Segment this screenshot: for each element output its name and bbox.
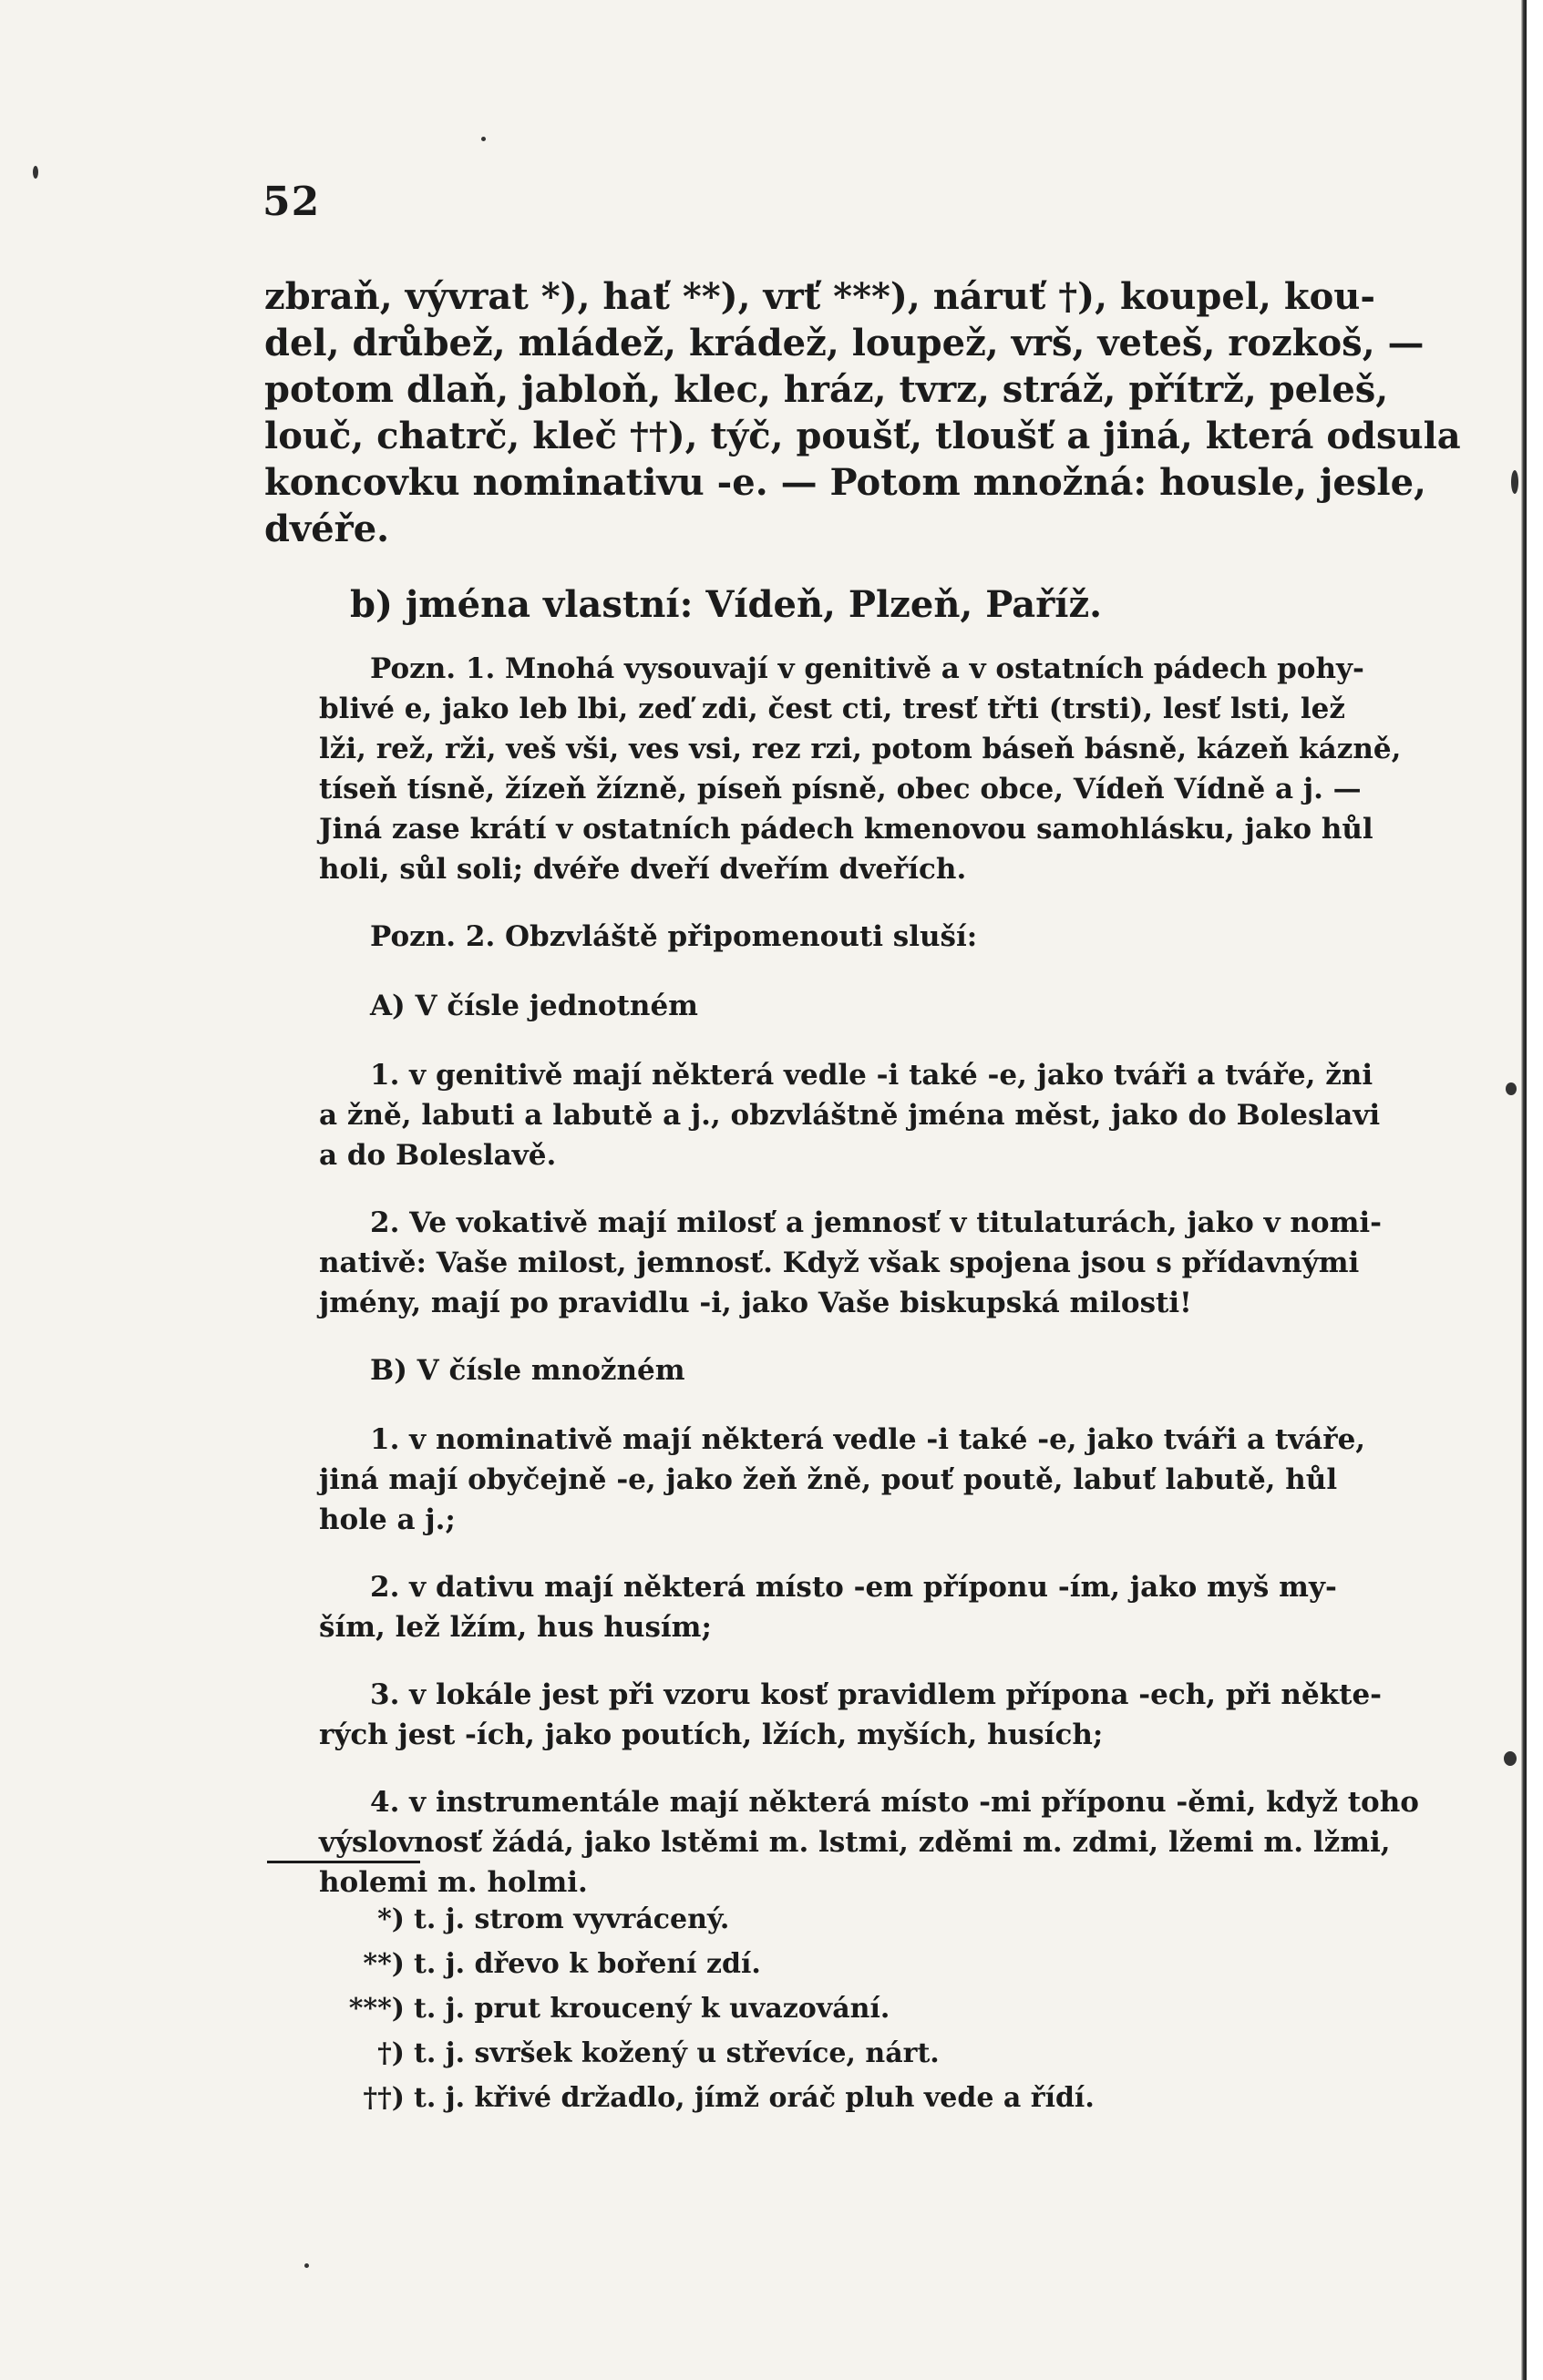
footnote-text: t. j. prut kroucený k uvazování. (414, 1993, 890, 2025)
text-line: jmény, mají po pravidlu -i, jako Vaše biskupská milosti! (319, 1287, 1192, 1319)
text-line: nativě: Vaše milost, jemnosť. Když však spojena jsou s přídavnými (319, 1246, 1360, 1279)
footnote (328, 2031, 1095, 2076)
paper-speck (481, 137, 486, 141)
footnote-mark: †) (377, 2037, 405, 2069)
text-line: a do Boleslavě. (319, 1139, 557, 1172)
rule-b2 (319, 1567, 1337, 1647)
rule-a1 (319, 1055, 1381, 1175)
text-line: potom dlaň, jabloň, klec, hráz, tvrz, stráž, přítrž, peleš, (264, 368, 1389, 411)
note-2-title: Pozn. 2. Obzvláště připomenouti sluší: (370, 920, 978, 953)
text-line: del, drůbež, mládež, krádež, loupež, vrš, veteš, rozkoš, — (264, 322, 1425, 364)
text-line: tíseň tísně, žízeň žízně, píseň písně, obec obce, Vídeň Vídně a j. — (319, 773, 1362, 805)
text-line: holemi m. holmi. (319, 1866, 588, 1899)
proper-names-heading: b) jména vlastní: Vídeň, Plzeň, Paříž. (350, 583, 1103, 626)
footnote-divider (267, 1861, 420, 1863)
text-line: holi, sůl soli; dvéře dveří dveřím dveřích. (319, 853, 967, 886)
page-margin (1527, 0, 1543, 2380)
text-line: blivé e, jako leb lbi, zeď zdi, čest cti, tresť třti (trsti), lesť lsti, lež (319, 692, 1345, 725)
page-binding-edge (1521, 0, 1527, 2380)
text-line: ším, lež lžím, hus husím; (319, 1611, 712, 1644)
text-line: výslovnosť žádá, jako lstěmi m. lstmi, zděmi m. zdmi, lžemi m. lžmi, (319, 1826, 1391, 1859)
section-a-heading: A) V čísle jednotném (370, 990, 698, 1022)
footnote (328, 1897, 1095, 1942)
footnote-text: t. j. křivé držadlo, jímž oráč pluh vede a řídí. (414, 2082, 1095, 2114)
text-line: 3. v lokále jest při vzoru kosť pravidlem přípona -ech, při někte- (370, 1678, 1383, 1711)
rule-a2 (319, 1203, 1383, 1323)
footnote-text: t. j. strom vyvrácený. (414, 1903, 730, 1935)
notes-section (319, 649, 1419, 1930)
text-line: Jiná zase krátí v ostatních pádech kmenovou samohlásku, jako hůl (319, 813, 1373, 846)
text-line: rých jest -ích, jako poutích, lžích, myších, husích; (319, 1718, 1104, 1751)
footnote-mark: *) (377, 1903, 405, 1935)
main-paragraph (264, 273, 1461, 552)
paper-speck (33, 166, 38, 179)
footnote (328, 1942, 1095, 1986)
note-1 (319, 649, 1402, 889)
footnote-mark: **) (363, 1948, 405, 1980)
text-line: 1. v nominativě mají některá vedle -i také -e, jako tváři a tváře, (370, 1423, 1366, 1456)
paper-speck (304, 2263, 309, 2268)
text-line: louč, chatrč, kleč ††), týč, poušť, tloušť a jiná, která odsula (264, 415, 1461, 457)
text-line: zbraň, vývrat *), hať **), vrť ***), náruť †), koupel, kou- (264, 275, 1375, 318)
page-number: 52 (262, 179, 321, 225)
rule-b1 (319, 1420, 1366, 1540)
text-line: a žně, labuti a labutě a j., obzvláštně jména měst, jako do Boleslavi (319, 1099, 1381, 1132)
paper-speck (1506, 1082, 1517, 1095)
text-line: jiná mají obyčejně -e, jako žeň žně, pouť poutě, labuť labutě, hůl (319, 1463, 1338, 1496)
paper-speck (1504, 1751, 1517, 1766)
footnote (328, 1986, 1095, 2031)
text-line: 1. v genitivě mají některá vedle -i také -e, jako tváři a tváře, žni (370, 1059, 1373, 1092)
section-b-heading: B) V čísle množném (370, 1354, 685, 1387)
text-line: hole a j.; (319, 1503, 456, 1536)
text-line: 4. v instrumentále mají některá místo -mi příponu -ěmi, když toho (370, 1786, 1419, 1819)
text-line: 2. Ve vokativě mají milosť a jemnosť v titulaturách, jako v nomi- (370, 1206, 1383, 1239)
paper-speck (1511, 470, 1518, 494)
footnote-mark: ***) (348, 1993, 405, 2025)
footnote-text: t. j. dřevo k boření zdí. (414, 1948, 761, 1980)
rule-b4 (319, 1782, 1419, 1903)
text-line: lži, rež, rži, veš vši, ves vsi, rez rzi, potom báseň básně, kázeň kázně, (319, 733, 1402, 765)
rule-b3 (319, 1675, 1383, 1755)
footnote-mark: ††) (363, 2082, 405, 2114)
text-line: dvéře. (264, 508, 390, 550)
text-line: 2. v dativu mají některá místo -em příponu -ím, jako myš my- (370, 1571, 1337, 1604)
footnote (328, 2076, 1095, 2120)
footnote-text: t. j. svršek kožený u střevíce, nárt. (414, 2037, 940, 2069)
text-line: koncovku nominativu -e. — Potom množná: housle, jesle, (264, 461, 1426, 504)
footnotes (328, 1897, 1095, 2120)
text-line: Pozn. 1. Mnohá vysouvají v genitivě a v ostatních pádech pohy- (370, 652, 1364, 685)
